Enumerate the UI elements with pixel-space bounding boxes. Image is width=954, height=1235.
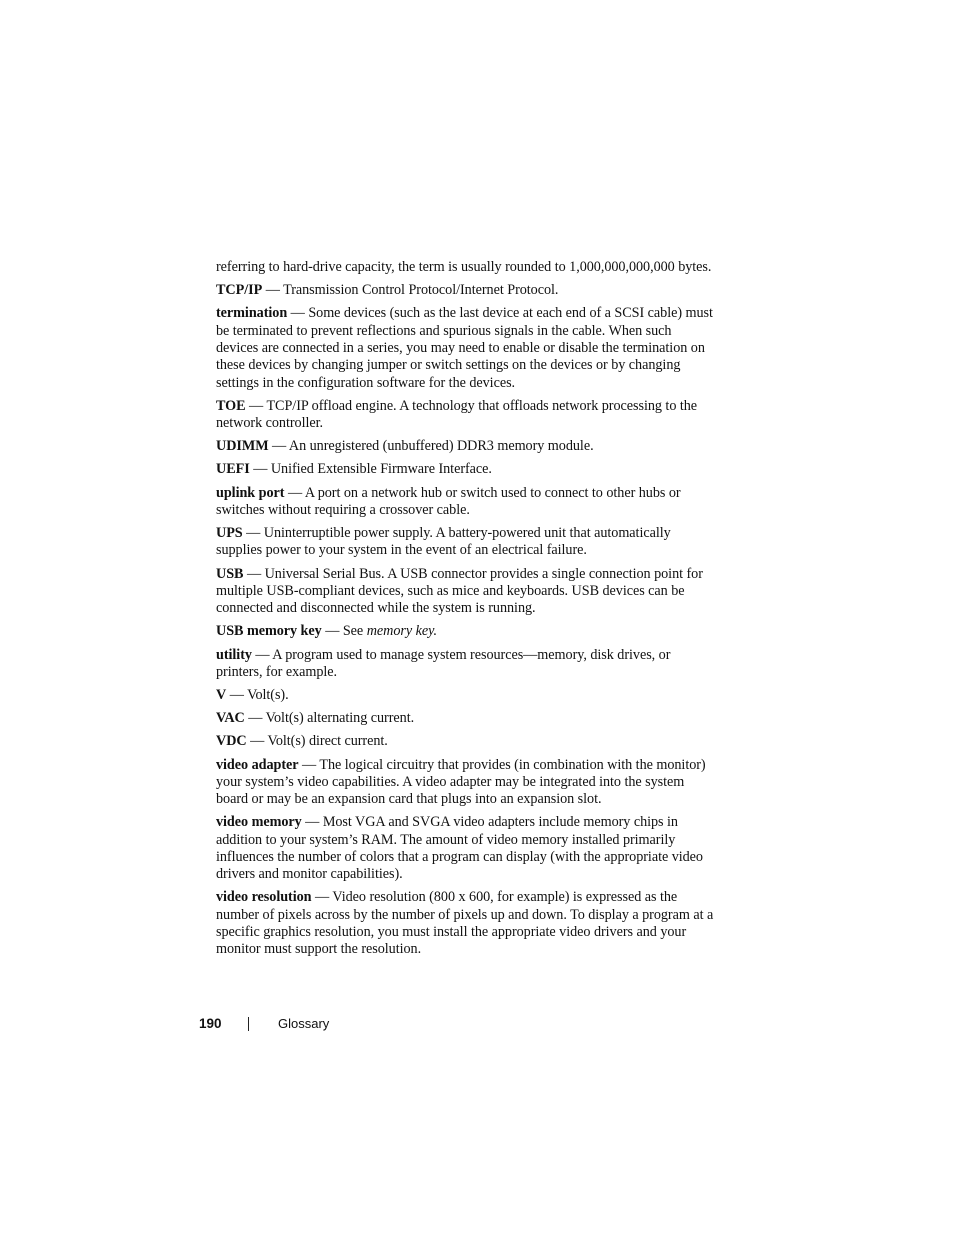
glossary-term: video resolution <box>216 889 312 906</box>
glossary-term: video adapter <box>216 756 299 773</box>
glossary-term: USB memory key <box>216 623 322 640</box>
cross-reference: memory key. <box>366 623 438 640</box>
glossary-term: TOE <box>216 397 246 414</box>
glossary-definition: Video resolution (800 x 600, for example) is expressed as the number of pixels across by the number of pixels up and down. To display a program at a specific graphics resolution, you must install the appropriate video drivers and your monitor must support the resolution. <box>216 889 714 958</box>
glossary-entry-ups <box>216 525 716 560</box>
glossary-entry-uplink-port <box>216 485 716 520</box>
glossary-entry-udimm <box>216 438 716 455</box>
term-separator: — <box>226 687 248 704</box>
glossary-term: video memory <box>216 814 302 831</box>
glossary-entry-v <box>216 687 716 704</box>
glossary-definition: Transmission Control Protocol/Internet Protocol. <box>283 282 559 299</box>
term-separator: — <box>244 710 266 727</box>
glossary-term: UDIMM <box>216 438 269 455</box>
glossary-entry-utility <box>216 647 716 682</box>
term-separator: — <box>301 814 323 831</box>
glossary-term: V <box>216 687 227 704</box>
glossary-term: utility <box>216 646 252 663</box>
glossary-term: uplink port <box>216 484 285 501</box>
glossary-entry-termination <box>216 305 716 391</box>
glossary-body <box>216 259 716 965</box>
term-separator: — <box>284 484 305 501</box>
glossary-term: UEFI <box>216 461 250 478</box>
footer-divider <box>248 1017 249 1031</box>
glossary-definition: Volt(s) direct current. <box>267 733 388 750</box>
term-separator: — <box>242 525 264 542</box>
glossary-entry-video-resolution <box>216 889 716 958</box>
term-separator: — <box>243 565 265 582</box>
glossary-definition: Uninterruptible power supply. A battery-powered unit that automatically supplies power to your system in the event of an electrical failure. <box>216 525 671 559</box>
footer-section-title: Glossary <box>278 1016 330 1031</box>
term-separator: — <box>249 461 271 478</box>
glossary-definition: Volt(s). <box>247 687 289 704</box>
term-separator: — <box>321 623 343 640</box>
glossary-entry-video-memory <box>216 814 716 883</box>
glossary-definition: See <box>342 623 367 640</box>
glossary-term: USB <box>216 565 244 582</box>
glossary-term: VAC <box>216 710 245 727</box>
term-separator: — <box>298 756 320 773</box>
term-separator: — <box>287 305 309 322</box>
glossary-definition: Most VGA and SVGA video adapters include memory chips in addition to your system’s RAM. The amount of video memory installed primarily influences the number of colors that a program can display (with the appropriate video drivers and monitor capabilities). <box>216 814 703 883</box>
page-number: 190 <box>199 1016 222 1031</box>
glossary-definition: A port on a network hub or switch used to connect to other hubs or switches without requiring a crossover cable. <box>216 484 681 518</box>
term-separator: — <box>262 282 284 299</box>
term-separator: — <box>245 397 267 414</box>
term-separator: — <box>246 733 268 750</box>
glossary-entry-usb-memory-key <box>216 623 716 640</box>
glossary-term: TCP/IP <box>216 282 263 299</box>
glossary-entry-vac <box>216 710 716 727</box>
glossary-definition: An unregistered (unbuffered) DDR3 memory module. <box>288 438 594 455</box>
glossary-entry-vdc <box>216 733 716 750</box>
glossary-definition: Unified Extensible Firmware Interface. <box>270 461 492 478</box>
glossary-definition: A program used to manage system resources—memory, disk drives, or printers, for example. <box>216 646 671 680</box>
glossary-definition: TCP/IP offload engine. A technology that offloads network processing to the network controller. <box>216 397 698 432</box>
term-separator: — <box>251 646 273 663</box>
term-separator: — <box>311 889 333 906</box>
glossary-definition: The logical circuitry that provides (in combination with the monitor) your system’s video capabilities. A video adapter may be integrated into the system board or may be an expansion card that plugs into an expansion slot. <box>216 756 706 808</box>
term-separator: — <box>268 438 289 455</box>
glossary-definition: Universal Serial Bus. A USB connector provides a single connection point for multiple USB-compliant devices, such as mice and keyboards. USB devices can be connected and disconnected while the system is running. <box>216 565 703 617</box>
glossary-term: termination <box>216 305 288 322</box>
glossary-entry-video-adapter <box>216 757 716 809</box>
page-footer <box>0 1015 954 1035</box>
glossary-entry-tcp-ip <box>216 282 716 299</box>
glossary-definition: Some devices (such as the last device at each end of a SCSI cable) must be terminated to prevent reflections and spurious signals in the cable. When such devices are connected in a series, you may need to enable or disable the termination on these devices by changing jumper or switch settings on the devices or by changing settings in the configuration software for the devices. <box>216 305 713 391</box>
glossary-entry-uefi <box>216 461 716 478</box>
glossary-term: VDC <box>216 733 247 750</box>
glossary-definition: Volt(s) alternating current. <box>265 710 415 727</box>
glossary-term: UPS <box>216 525 243 542</box>
glossary-entry-usb <box>216 566 716 618</box>
glossary-entry-toe <box>216 398 716 433</box>
glossary-continuation: referring to hard-drive capacity, the term is usually rounded to 1,000,000,000,000 bytes. <box>216 259 712 275</box>
